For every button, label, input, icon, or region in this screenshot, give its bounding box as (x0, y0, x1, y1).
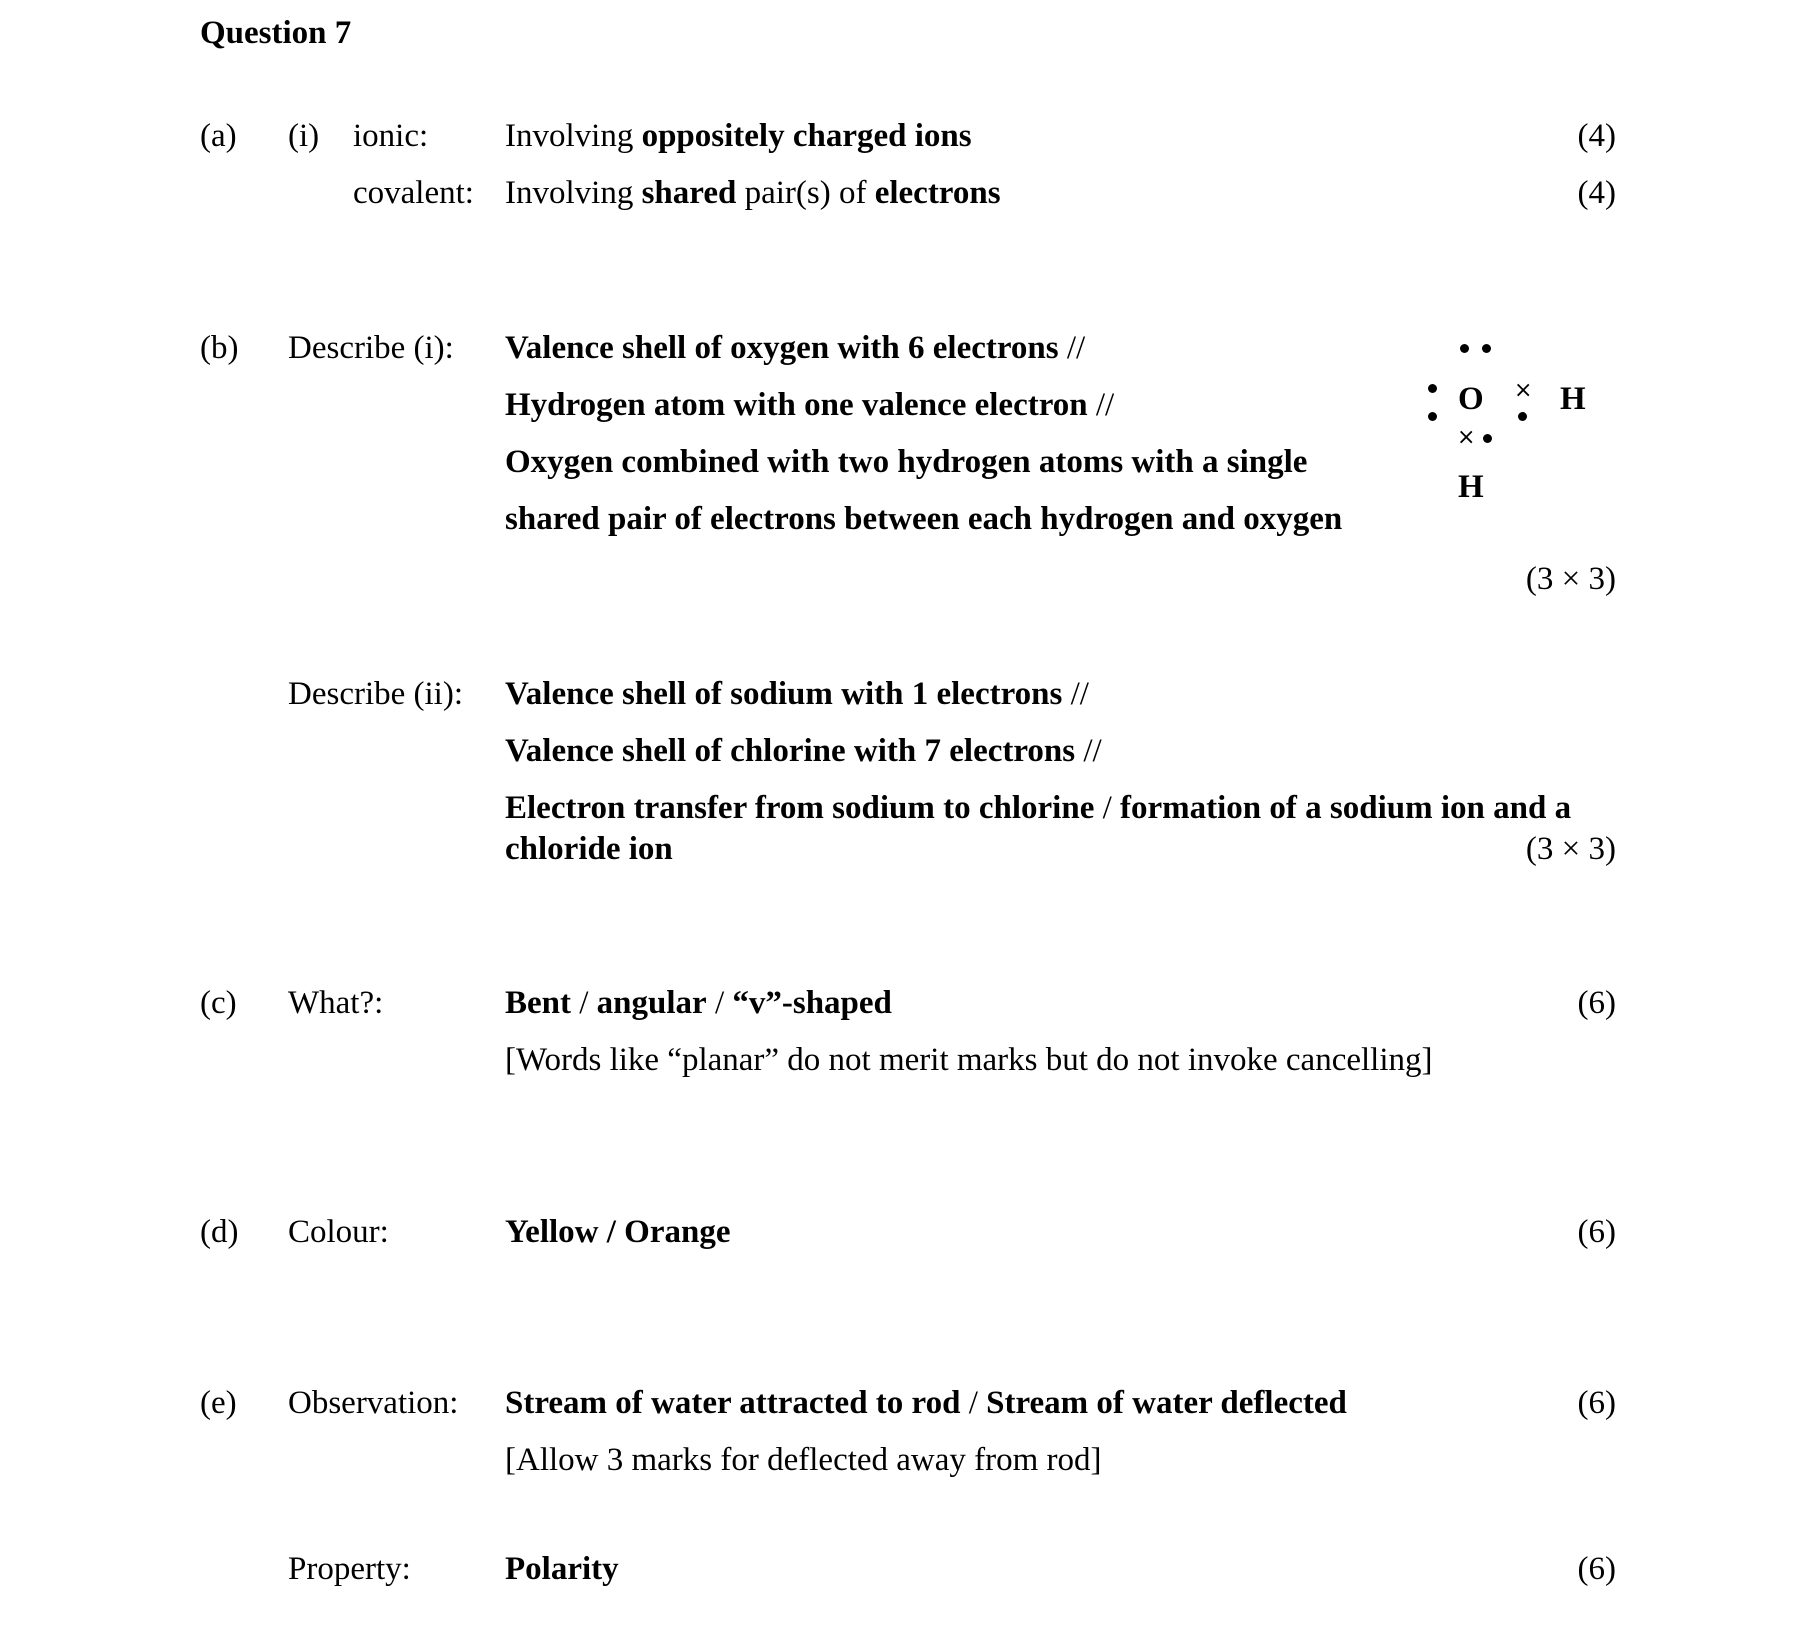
what-prompt: What?: (288, 985, 384, 1021)
property-prompt: Property: (288, 1551, 411, 1587)
ionic-marks: (4) (1577, 118, 1616, 154)
describe-i-prompt: Describe (i): (288, 330, 454, 366)
part-e-label: (e) (200, 1385, 237, 1421)
observation-answer: Stream of water attracted to rod / Stream of water deflected (505, 1385, 1347, 1421)
question-title: Question 7 (200, 15, 352, 51)
observation-marks: (6) (1577, 1385, 1616, 1421)
describe-ii-line-3: Electron transfer from sodium to chlorine / formation of a sodium ion and a (505, 790, 1572, 826)
oxygen-atom: O (1458, 381, 1484, 417)
part-a-sub-label: (i) (288, 118, 320, 154)
part-c-note: [Words like “planar” do not merit marks but do not invoke cancelling] (505, 1042, 1433, 1078)
describe-i-line-3: Oxygen combined with two hydrogen atoms with a single (505, 444, 1308, 480)
part-d-label: (d) (200, 1214, 239, 1250)
property-answer: Polarity (505, 1551, 619, 1587)
ionic-definition: Involving oppositely charged ions (505, 118, 972, 154)
hydrogen-electron-cross-bottom: × (1457, 425, 1476, 450)
observation-note: [Allow 3 marks for deflected away from rod] (505, 1442, 1102, 1478)
lone-pair-top-dot-2 (1482, 344, 1491, 353)
lone-pair-top-dot-1 (1460, 344, 1469, 353)
part-d-marks: (6) (1577, 1214, 1616, 1250)
describe-ii-prompt: Describe (ii): (288, 676, 464, 712)
lone-pair-left-dot-2 (1428, 412, 1437, 421)
hydrogen-atom-bottom: H (1458, 469, 1484, 505)
describe-i-line-1: Valence shell of oxygen with 6 electrons // (505, 330, 1086, 366)
describe-i-line-4: shared pair of electrons between each hydrogen and oxygen (505, 501, 1343, 537)
describe-i-marks: (3 × 3) (1525, 561, 1616, 597)
oxygen-electron-dot-bottom (1483, 434, 1492, 443)
water-lewis-diagram (1420, 330, 1600, 510)
describe-i-line-2: Hydrogen atom with one valence electron // (505, 387, 1115, 423)
part-c-marks: (6) (1577, 985, 1616, 1021)
part-b-label: (b) (200, 330, 239, 366)
hydrogen-atom-right: H (1560, 381, 1586, 417)
covalent-definition: Involving shared pair(s) of electrons (505, 175, 1001, 211)
covalent-term: covalent: (353, 175, 474, 211)
part-c-label: (c) (200, 985, 237, 1021)
part-a-label: (a) (200, 118, 237, 154)
observation-prompt: Observation: (288, 1385, 459, 1421)
shape-answer: Bent / angular / “v”-shaped (505, 985, 892, 1021)
describe-ii-line-2: Valence shell of chlorine with 7 electrons // (505, 733, 1102, 769)
ionic-term: ionic: (353, 118, 429, 154)
hydrogen-electron-cross-right: × (1514, 378, 1533, 403)
property-marks: (6) (1577, 1551, 1616, 1587)
colour-answer: Yellow / Orange (505, 1214, 731, 1250)
describe-ii-line-4: chloride ion (505, 831, 673, 867)
describe-ii-line-1: Valence shell of sodium with 1 electrons // (505, 676, 1089, 712)
oxygen-electron-dot-right (1518, 412, 1527, 421)
lone-pair-left-dot-1 (1428, 384, 1437, 393)
describe-ii-marks: (3 × 3) (1525, 831, 1616, 867)
colour-prompt: Colour: (288, 1214, 389, 1250)
covalent-marks: (4) (1577, 175, 1616, 211)
